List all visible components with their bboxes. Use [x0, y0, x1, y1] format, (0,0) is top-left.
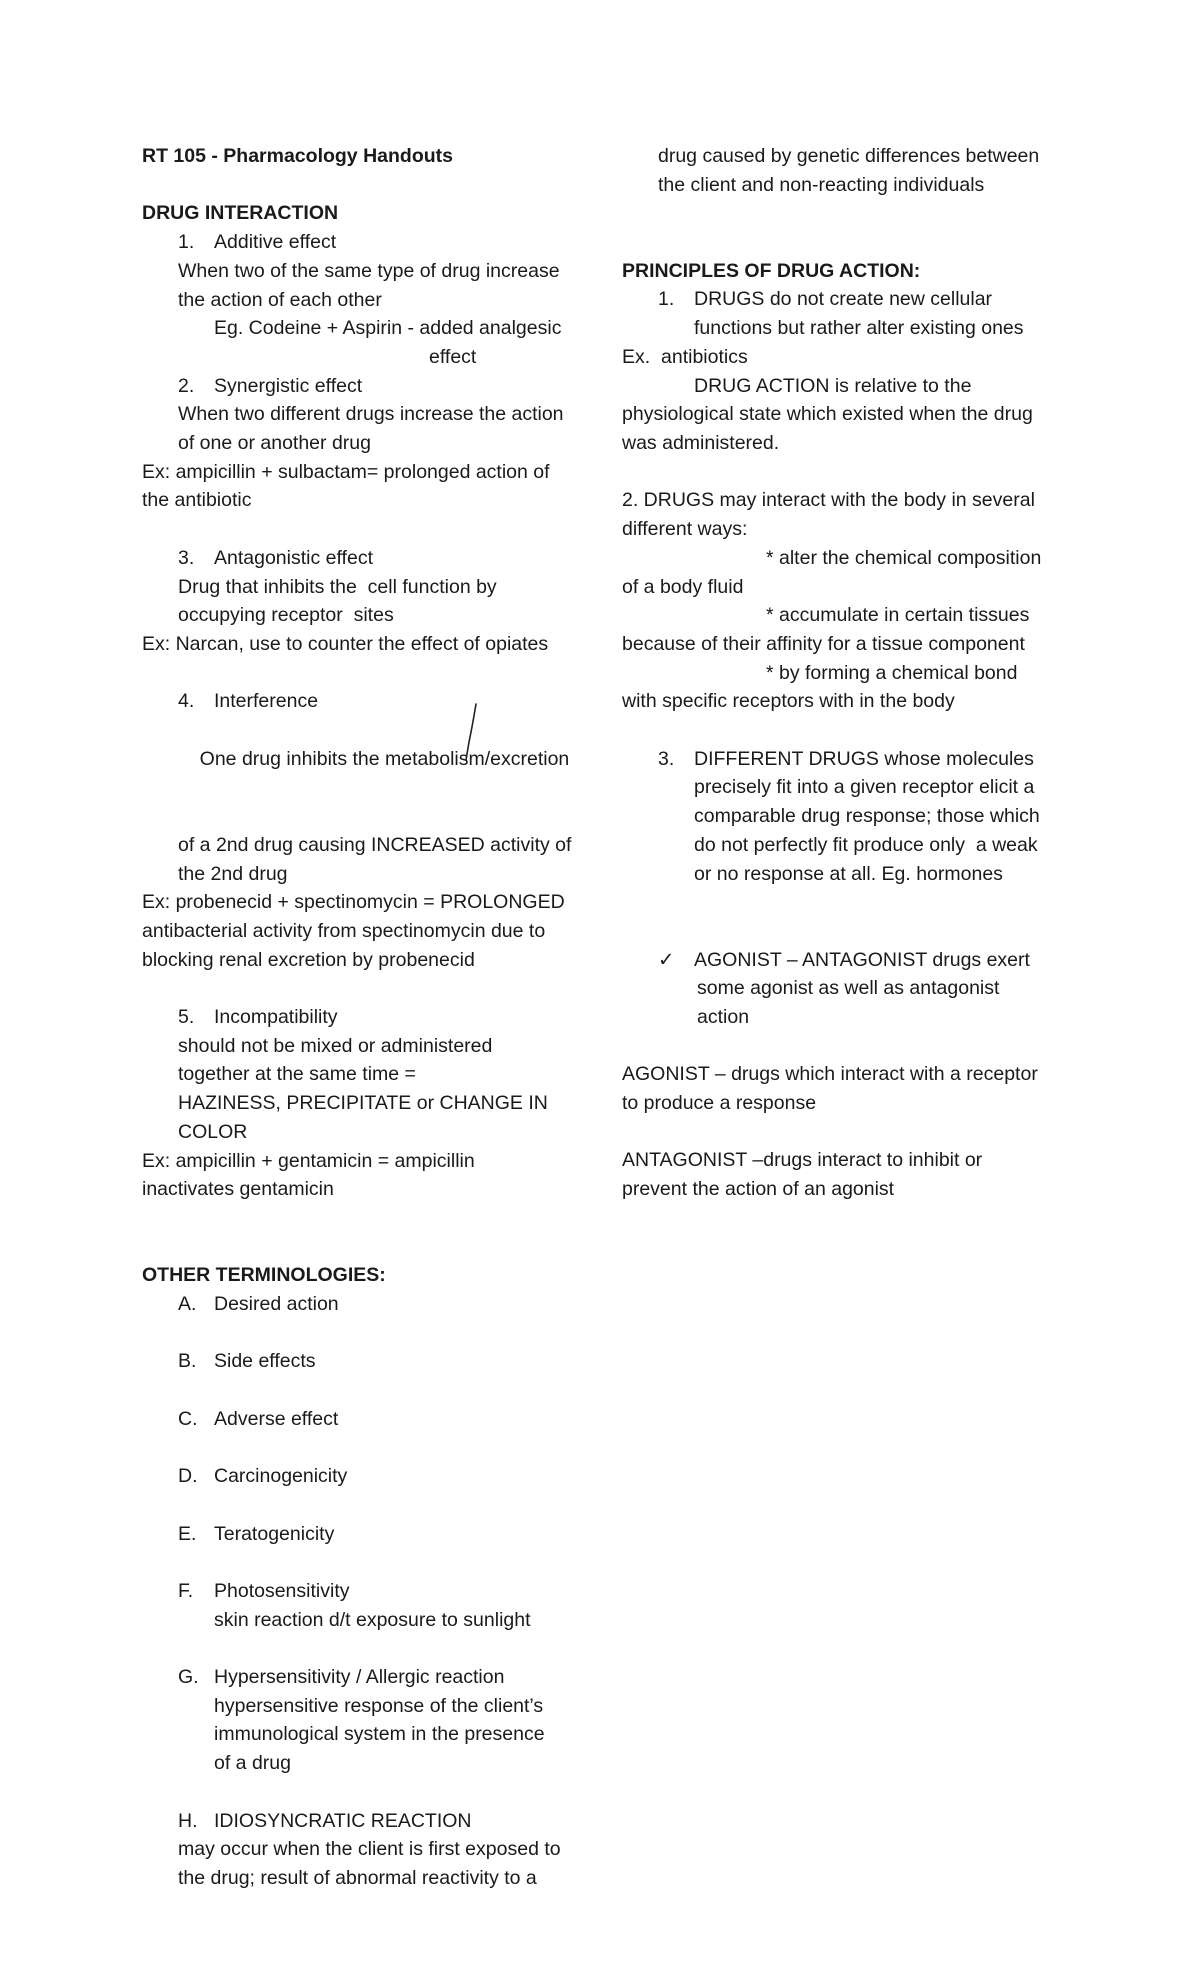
interaction-item-3-desc: occupying receptor sites — [178, 604, 394, 627]
interaction-item-3: 3. Antagonistic effect — [178, 546, 373, 569]
agonist-antagonist-note: ✓ AGONIST – ANTAGONIST drugs exert — [622, 946, 1072, 975]
principle-3-desc: comparable drug response; those which — [694, 805, 1040, 828]
agonist-definition: AGONIST – drugs which interact with a receptor — [622, 1063, 1038, 1086]
terminology-item-c: C. Adverse effect — [178, 1407, 339, 1430]
principle-2: 2. DRUGS may interact with the body in several — [622, 489, 1035, 512]
principle-2-bullet: * alter the chemical composition — [766, 546, 1042, 569]
principle-2-bullet: with specific receptors with in the body — [622, 690, 955, 713]
principle-1: 1. DRUGS do not create new cellular — [658, 288, 993, 311]
interaction-item-2: 2. Synergistic effect — [178, 374, 363, 397]
terminology-item-e: E. Teratogenicity — [178, 1522, 335, 1545]
interaction-item-5-example: Ex: ampicillin + gentamicin = ampicillin — [142, 1149, 475, 1172]
terminology-item-g-desc: of a drug — [214, 1752, 291, 1775]
interaction-item-4-example: Ex: probenecid + spectinomycin = PROLONGED — [142, 891, 565, 914]
interaction-item-4-desc: One drug inhibits the metabolism/excretion — [142, 716, 612, 831]
terminology-item-f: F. Photosensitivity — [178, 1579, 350, 1602]
terminology-item-a: A. Desired action — [178, 1293, 339, 1316]
principle-3-desc: do not perfectly fit produce only a weak — [694, 833, 1038, 856]
idiosyncratic-continued: drug caused by genetic differences between — [658, 145, 1040, 167]
interaction-item-4-desc: of a 2nd drug causing INCREASED activity of — [178, 833, 572, 856]
document-title: RT 105 - Pharmacology Handouts — [142, 145, 453, 167]
terminology-item-h-desc: the drug; result of abnormal reactivity to a — [178, 1866, 537, 1889]
terminology-item-b: B. Side effects — [178, 1350, 316, 1373]
interaction-item-2-desc: When two different drugs increase the action — [178, 403, 564, 426]
principle-1-cont: physiological state which existed when the drug — [622, 403, 1033, 426]
interaction-item-4-example: antibacterial activity from spectinomycin due to — [142, 919, 546, 942]
interaction-item-5-desc: together at the same time = — [178, 1063, 416, 1086]
interaction-item-1-example: effect — [429, 345, 477, 368]
principle-2: different ways: — [622, 518, 748, 541]
right-column — [622, 142, 1072, 1204]
principle-3: 3. DIFFERENT DRUGS whose molecules — [658, 747, 1034, 770]
drug-interaction-heading: DRUG INTERACTION — [142, 202, 339, 225]
idiosyncratic-continued: the client and non-reacting individuals — [658, 173, 985, 196]
check-icon: ✓ — [658, 948, 675, 971]
agonist-definition: to produce a response — [622, 1092, 817, 1115]
principle-1-cont: was administered. — [622, 432, 780, 454]
antagonist-definition: ANTAGONIST –drugs interact to inhibit or — [622, 1149, 983, 1172]
interaction-item-1: 1. Additive effect — [178, 231, 337, 254]
interaction-item-2-desc: of one or another drug — [178, 432, 371, 455]
interaction-item-5-desc: should not be mixed or administered — [178, 1034, 493, 1057]
principle-1-example: Ex. antibiotics — [622, 345, 748, 368]
agonist-antagonist-note-desc: some agonist as well as antagonist — [697, 977, 1000, 1000]
antagonist-definition: prevent the action of an agonist — [622, 1178, 895, 1201]
principle-2-bullet: because of their affinity for a tissue component — [622, 632, 1025, 655]
principle-1-desc: functions but rather alter existing ones — [694, 317, 1024, 340]
principles-heading: PRINCIPLES OF DRUG ACTION: — [622, 259, 921, 282]
terminology-item-f-desc: skin reaction d/t exposure to sunlight — [214, 1608, 531, 1631]
principle-3-desc: or no response at all. Eg. hormones — [694, 862, 1003, 885]
handwritten-slash-mark — [460, 702, 484, 762]
terminology-item-h: H. IDIOSYNCRATIC REACTION — [178, 1809, 472, 1832]
principle-2-bullet: of a body fluid — [622, 575, 744, 598]
interaction-item-4-example: blocking renal excretion by probenecid — [142, 948, 475, 971]
interaction-item-1-example: Eg. Codeine + Aspirin - added analgesic — [214, 317, 562, 340]
terminology-item-g: G. Hypersensitivity / Allergic reaction — [178, 1666, 505, 1689]
interaction-item-2-example: Ex: ampicillin + sulbactam= prolonged action of — [142, 460, 550, 483]
interaction-item-5: 5. Incompatibility — [178, 1006, 338, 1029]
principle-2-bullet: * accumulate in certain tissues — [766, 604, 1030, 627]
principle-3-desc: precisely fit into a given receptor elicit a — [694, 776, 1035, 799]
other-terminologies-heading: OTHER TERMINOLOGIES: — [142, 1264, 386, 1287]
principle-2-bullet: * by forming a chemical bond — [766, 661, 1018, 684]
interaction-item-5-example: inactivates gentamicin — [142, 1178, 334, 1201]
interaction-item-1-desc: the action of each other — [178, 288, 382, 311]
terminology-item-d: D. Carcinogenicity — [178, 1465, 348, 1488]
left-column — [142, 142, 612, 1893]
terminology-item-g-desc: immunological system in the presence — [214, 1723, 545, 1746]
interaction-item-3-example: Ex: Narcan, use to counter the effect of opiates — [142, 632, 549, 655]
terminology-item-h-desc: may occur when the client is first exposed to — [178, 1838, 561, 1861]
principle-1-cont: DRUG ACTION is relative to the — [694, 374, 972, 397]
agonist-antagonist-note-desc: action — [697, 1006, 750, 1028]
interaction-item-5-desc: HAZINESS, PRECIPITATE or CHANGE IN — [178, 1092, 548, 1115]
interaction-item-3-desc: Drug that inhibits the cell function by — [178, 575, 497, 598]
interaction-item-4: 4. Interference — [178, 690, 319, 713]
terminology-item-g-desc: hypersensitive response of the client’s — [214, 1694, 544, 1717]
interaction-item-1-desc: When two of the same type of drug increase — [178, 259, 560, 282]
interaction-item-4-desc: the 2nd drug — [178, 862, 288, 885]
interaction-item-2-example: the antibiotic — [142, 489, 252, 512]
interaction-item-5-desc: COLOR — [178, 1120, 248, 1143]
